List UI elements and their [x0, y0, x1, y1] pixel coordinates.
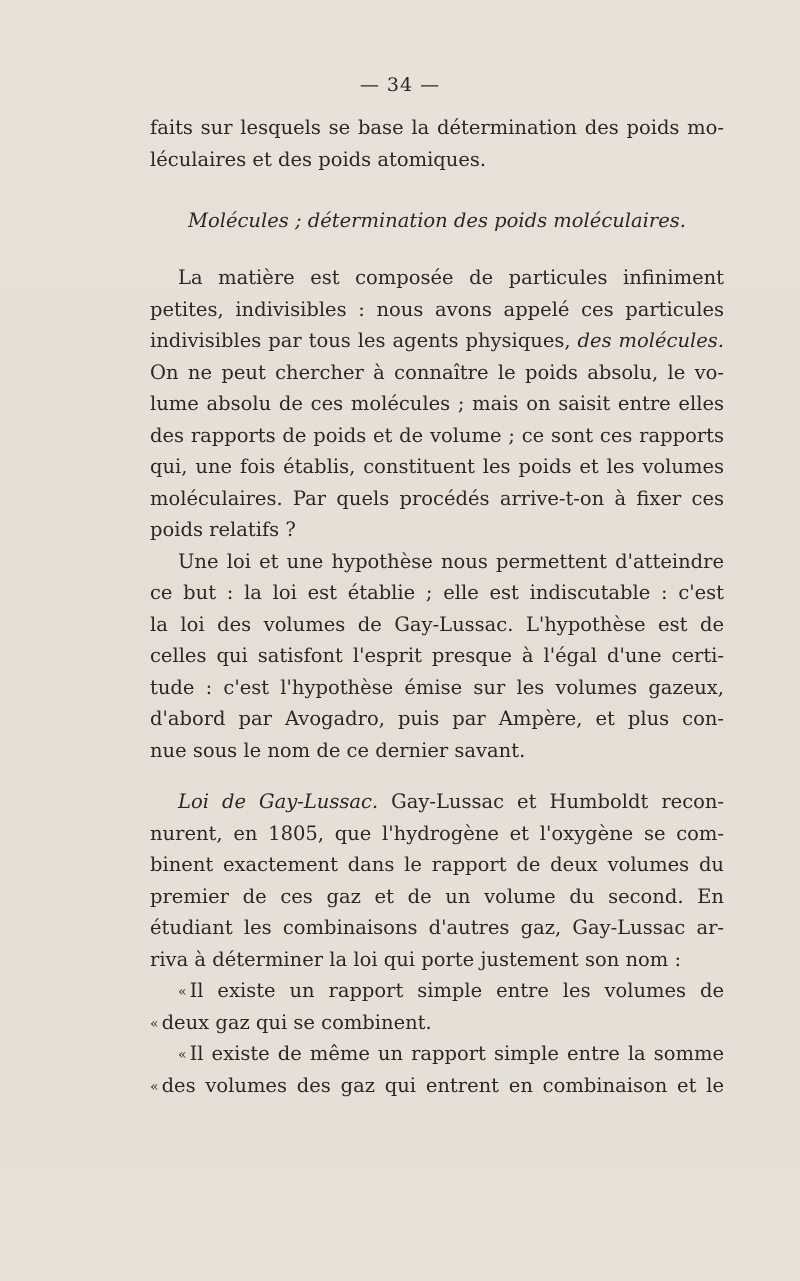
paragraph-1-line: poids relatifs ? [150, 518, 296, 541]
paragraph-2-line: celles qui satisfont l'esprit presque à l'égal d'une certi- [150, 644, 724, 667]
quote-1-line [150, 1007, 724, 1039]
intro-text [150, 112, 724, 175]
paragraph-3-title: Loi de Gay-Lussac. [178, 790, 379, 813]
quote-1-line-text: Il existe un rapport simple entre les volumes de [189, 979, 724, 1002]
paragraph-2-line: d'abord par Avogadro, puis par Ampère, et plus con- [150, 707, 724, 730]
quote-2-line-text: Il existe de même un rapport simple entre la somme [189, 1042, 724, 1065]
paragraph-2-line: ce but : la loi est établie ; elle est indiscutable : c'est [150, 581, 724, 604]
quote-mark: « [178, 984, 187, 1000]
paragraph-2-line: nue sous le nom de ce dernier savant. [150, 738, 526, 762]
paragraph-3-line: premier de ces gaz et de un volume du second. En [150, 884, 724, 908]
paragraph-3-first-line [150, 786, 724, 818]
intro-line-2: léculaires et des poids atomiques. [150, 147, 487, 171]
quote-mark: « [150, 1015, 159, 1032]
quote-1-line [150, 975, 724, 1007]
paragraph-1-line: des rapports de poids et de volume ; ce sont ces rapports [150, 423, 724, 447]
page-number: — 34 — [359, 74, 441, 96]
paragraph-1-line-with-emphasis [150, 325, 724, 357]
paragraph-3-first-line-rest: Gay-Lussac et Humboldt recon- [391, 790, 724, 813]
paragraph-1 [150, 262, 724, 766]
quote-2-line [150, 1070, 724, 1102]
paragraph-3-line: étudiant les combinaisons d'autres gaz, Gay-Lussac ar- [150, 916, 724, 939]
paragraph-2-line: Une loi et une hypothèse nous permettent d'atteindre [178, 549, 724, 573]
quote-2-line-text: des volumes des gaz qui entrent en combinaison et le [161, 1073, 724, 1097]
paragraph-2-line: la loi des volumes de Gay-Lussac. L'hypothèse est de [150, 612, 724, 636]
paragraph-3 [150, 786, 724, 1101]
paragraph-2-line: tude : c'est l'hypothèse émise sur les volumes gazeux, [150, 675, 724, 699]
paragraph-1-line: On ne peut chercher à connaître le poids absolu, le vo- [150, 360, 724, 384]
quote-2-line [150, 1038, 724, 1070]
quote-mark: « [150, 1078, 159, 1095]
paragraph-3-line: nurent, en 1805, que l'hydrogène et l'oxygène se com- [150, 821, 724, 845]
paragraph-1-line: petites, indivisibles : nous avons appelé ces particules [150, 297, 724, 321]
quote-mark: « [178, 1047, 187, 1063]
paragraph-1-line: La matière est composée de particules infiniment [178, 266, 724, 289]
paragraph-3-line: binent exactement dans le rapport de deux volumes du [150, 853, 724, 876]
section-heading: Molécules ; détermination des poids moléculaires. [188, 209, 686, 232]
quote-1-line-text: deux gaz qui se combinent. [161, 1010, 432, 1034]
paragraph-1-line: qui, une fois établis, constituent les poids et les volumes [150, 455, 724, 478]
paragraph-1-line: lume absolu de ces molécules ; mais on saisit entre elles [150, 392, 724, 415]
intro-line-1: faits sur lesquels se base la détermination des poids mo- [150, 116, 724, 139]
paragraph-1-line-text: indivisibles par tous les agents physiques, [150, 329, 571, 352]
emphasis-molecules: des molécules. [577, 329, 724, 352]
paragraph-3-line: riva à déterminer la loi qui porte justement son nom : [150, 947, 682, 971]
paragraph-1-line: moléculaires. Par quels procédés arrive-t-on à fixer ces [150, 486, 724, 510]
